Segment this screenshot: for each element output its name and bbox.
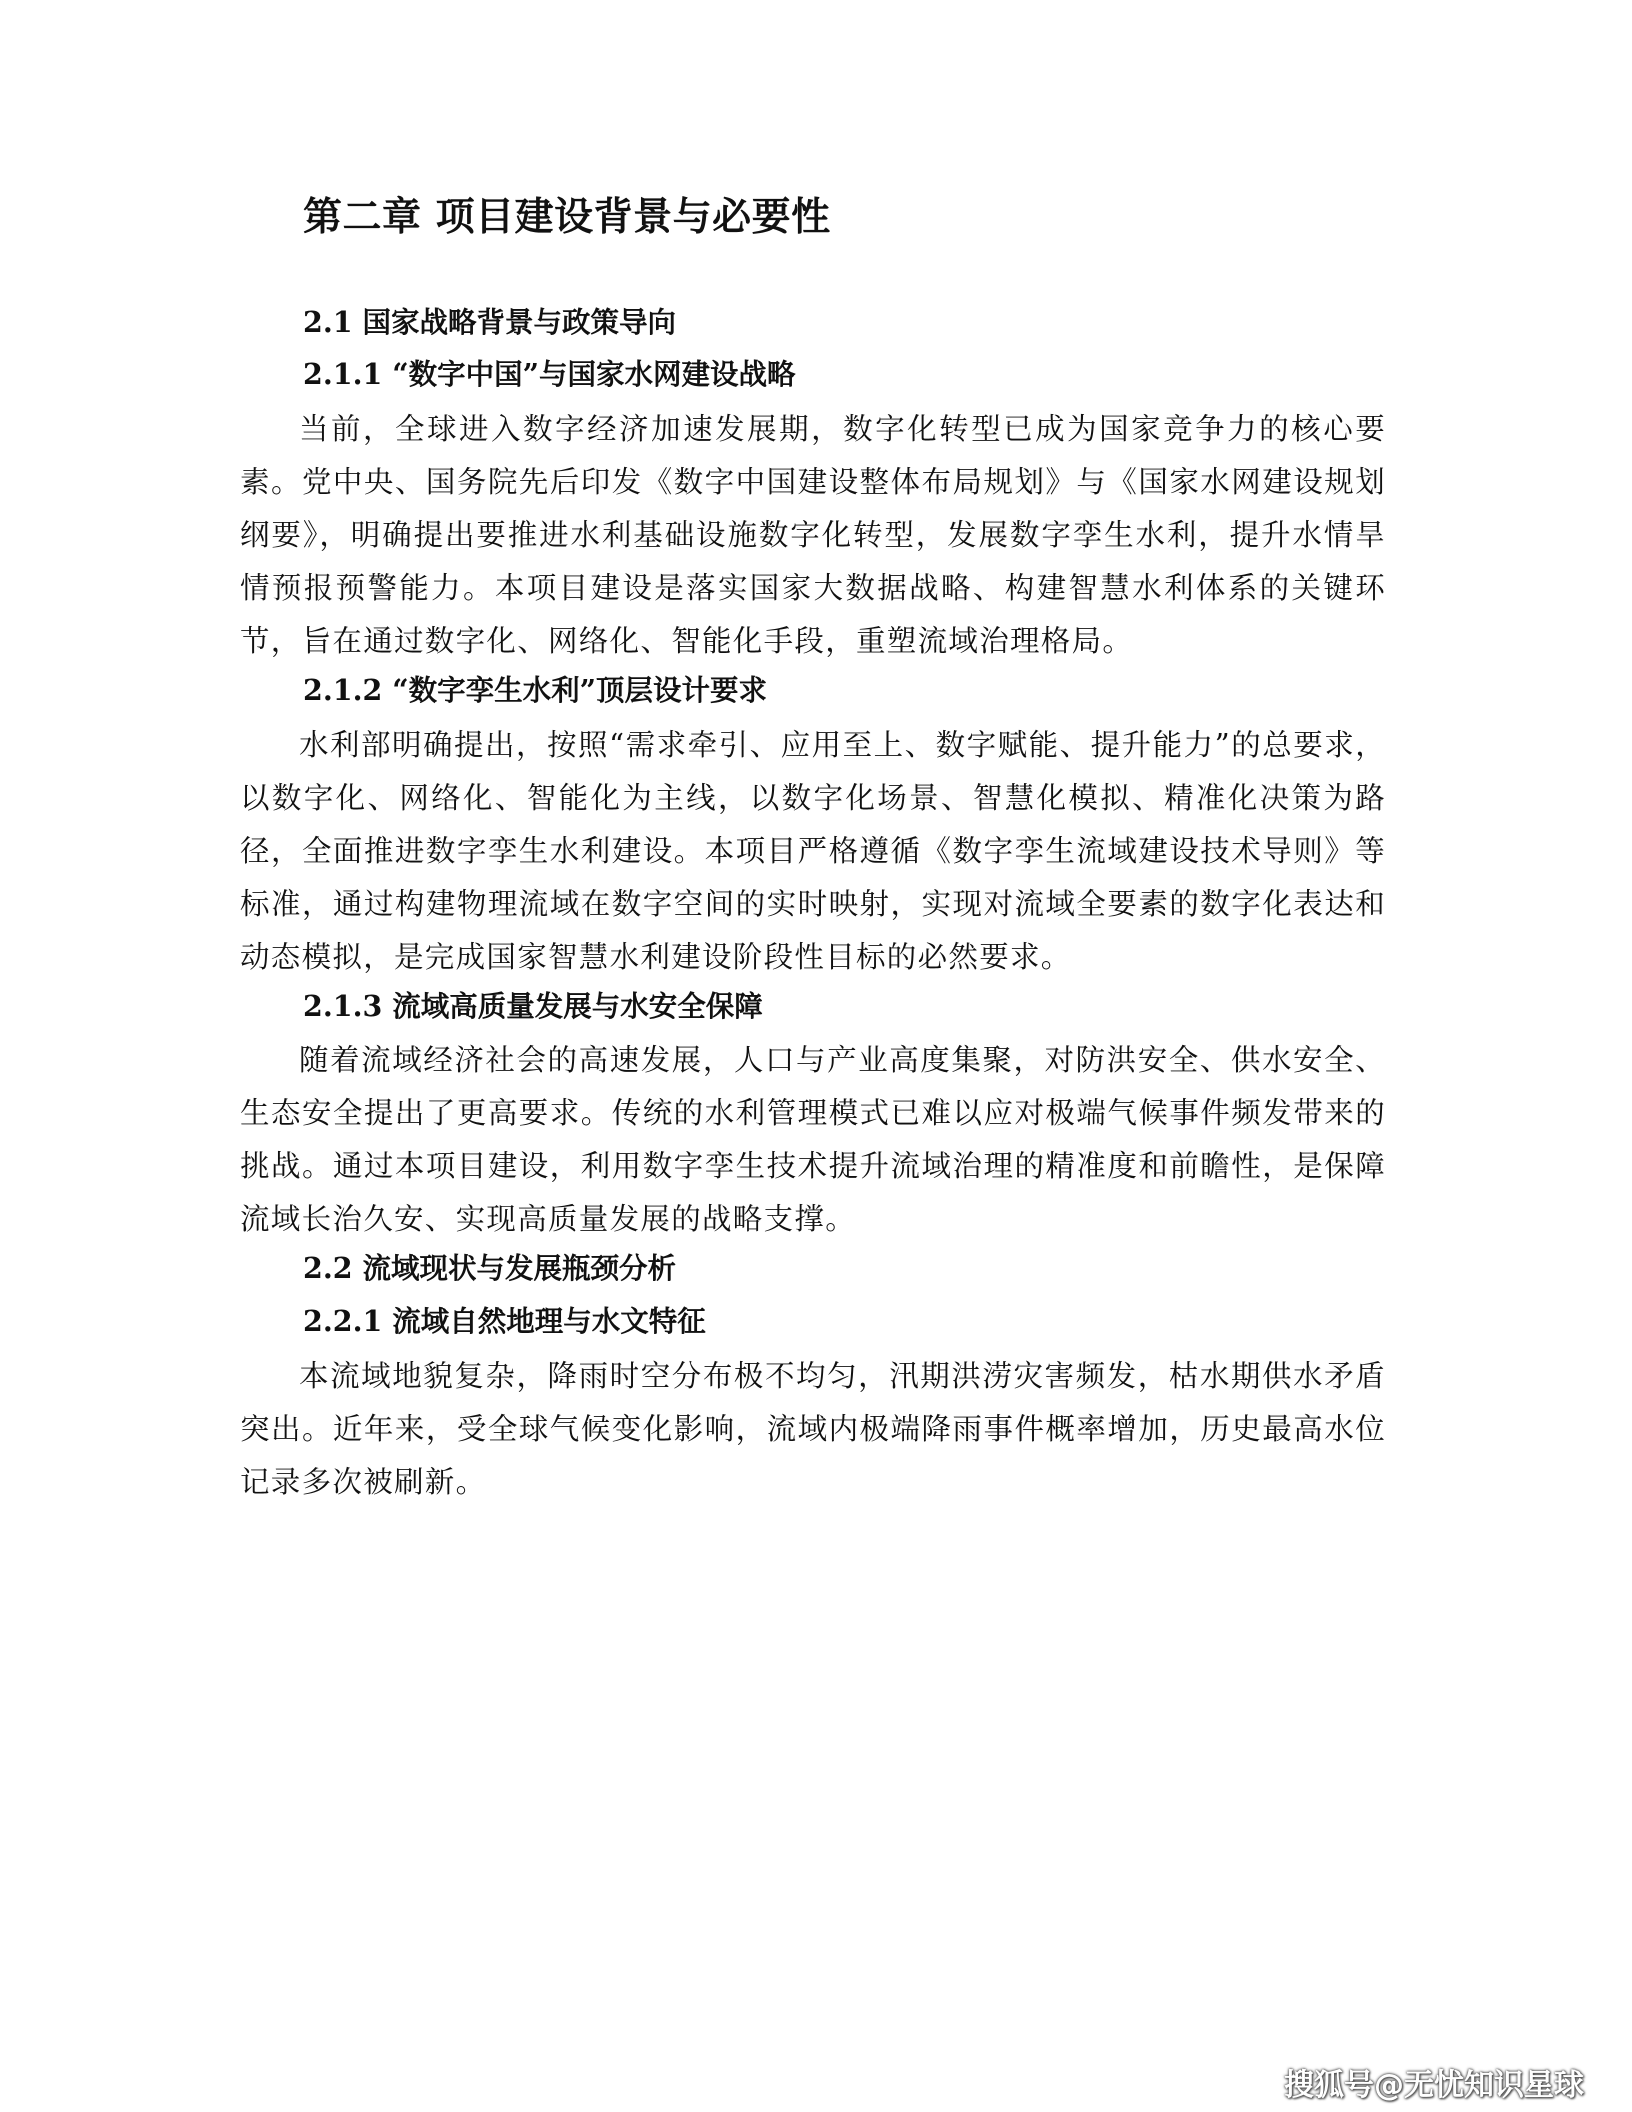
chapter-title: 第二章 项目建设背景与必要性 bbox=[303, 195, 831, 240]
source-watermark: 搜狐号@无忧知识星球 bbox=[1284, 2068, 1584, 2103]
paragraph-2-2-1: 本流域地貌复杂，降雨时空分布极不均匀，汛期洪涝灾害频发，枯水期供水矛盾突出。近年来，受全球气候变化影响，流域内极端降雨事件概率增加，历史最高水位记录多次被刷新。 bbox=[240, 1359, 1386, 1499]
section-heading-2-1-1: 2.1.1 “数字中国”与国家水网建设战略 bbox=[303, 357, 796, 391]
section-heading-2-2-1: 2.2.1 流域自然地理与水文特征 bbox=[303, 1304, 706, 1338]
paragraph-2-1-1: 当前，全球进入数字经济加速发展期，数字化转型已成为国家竞争力的核心要素。党中央、国务院先后印发《数字中国建设整体布局规划》与《国家水网建设规划纲要》，明确提出要推进水利基础设施数字化转型，发展数字孪生水利，提升水情旱情预报预警能力。本项目建设是落实国家大数据战略、构建智慧水利体系的关键环节，旨在通过数字化、网络化、智能化手段，重塑流域治理格局。 bbox=[240, 412, 1386, 658]
section-heading-2-1-3: 2.1.3 流域高质量发展与水安全保障 bbox=[303, 989, 763, 1023]
paragraph-2-1-3: 随着流域经济社会的高速发展，人口与产业高度集聚，对防洪安全、供水安全、生态安全提出了更高要求。传统的水利管理模式已难以应对极端气候事件频发带来的挑战。通过本项目建设，利用数字孪生技术提升流域治理的精准度和前瞻性，是保障流域长治久安、实现高质量发展的战略支撑。 bbox=[240, 1043, 1386, 1236]
section-heading-2-2: 2.2 流域现状与发展瓶颈分析 bbox=[303, 1251, 677, 1285]
paragraph-2-1-2: 水利部明确提出，按照“需求牵引、应用至上、数字赋能、提升能力”的总要求，以数字化、网络化、智能化为主线，以数字化场景、智慧化模拟、精准化决策为路径，全面推进数字孪生水利建设。本项目严格遵循《数字孪生流域建设技术导则》等标准，通过构建物理流域在数字空间的实时映射，实现对流域全要素的数字化表达和动态模拟，是完成国家智慧水利建设阶段性目标的必然要求。 bbox=[240, 728, 1386, 974]
section-heading-2-1-2: 2.1.2 “数字孪生水利”顶层设计要求 bbox=[303, 673, 768, 707]
section-heading-2-1: 2.1 国家战略背景与政策导向 bbox=[303, 305, 677, 339]
